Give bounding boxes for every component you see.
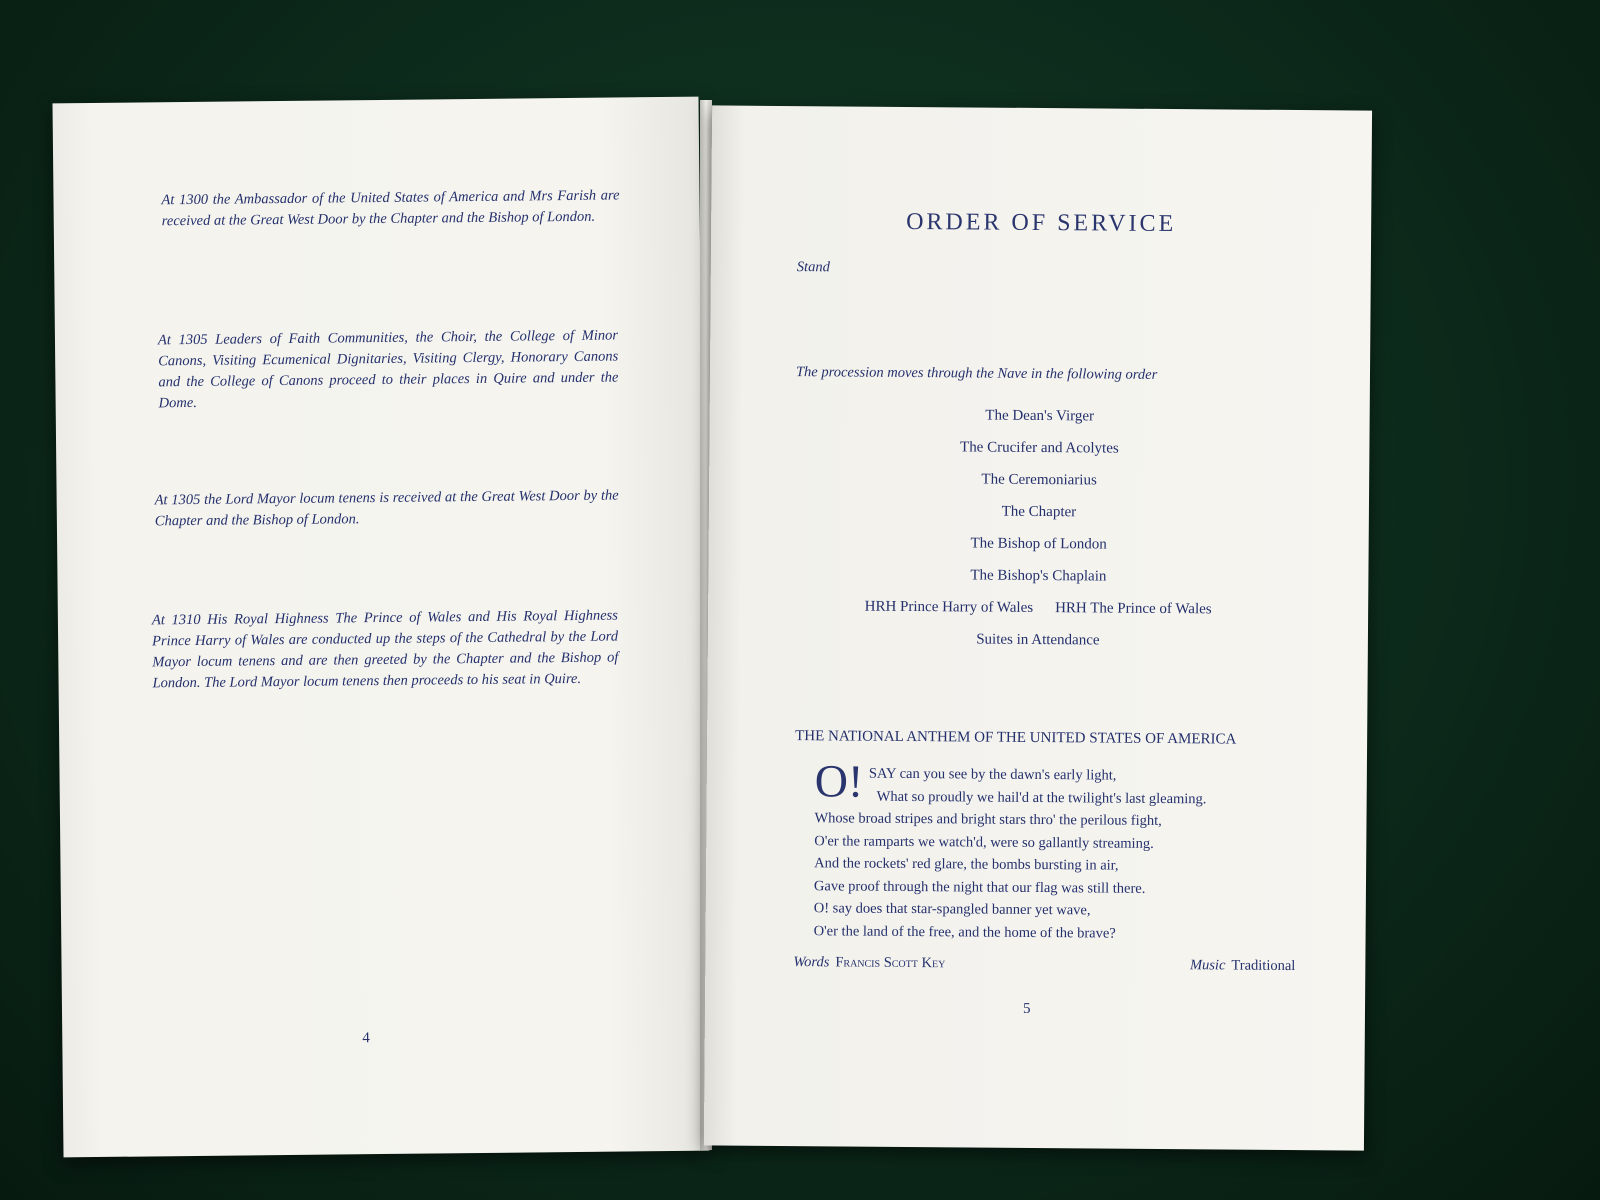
procession-item: The Bishop of London [970, 535, 1107, 553]
verse-line: Whose broad stripes and bright stars thro' the perilous fight, [814, 810, 1162, 829]
verse-line: What so proudly we hail'd at the twilight's last gleaming. [876, 788, 1207, 807]
royal-arrival-note: At 1310 His Royal Highness The Prince of Wales and His Royal Highness Prince Harry of Wales are conducted up the steps of the Cathedral by the Lord Mayor locum tenens and are then greeted by the Chapter and the Bishop of London. The Lord Mayor locum tenens then proceeds to his seat in Quire. [151, 607, 619, 692]
anthem-verse [813, 755, 1207, 945]
procession-item: Suites in Attendance [976, 631, 1100, 649]
lord-mayor-note: At 1305 the Lord Mayor locum tenens is received at the Great West Door by the Chapter and the Bishop of London. [154, 487, 619, 530]
procession-intro: The procession moves through the Nave in the following order [795, 364, 1158, 383]
page-number-right: 5 [1022, 1000, 1031, 1017]
music-source: Traditional [1231, 957, 1296, 975]
right-page [704, 105, 1372, 1150]
words-credit [793, 954, 945, 972]
stand-rubric: Stand [796, 259, 830, 276]
procession-item: The Crucifer and Acolytes [959, 439, 1119, 457]
verse-line: O'er the land of the free, and the home of the brave? [813, 922, 1116, 942]
procession-item-prince-of-wales: HRH The Prince of Wales [1055, 600, 1212, 618]
procession-item: The Dean's Virger [985, 407, 1095, 425]
words-label: Words [793, 954, 830, 971]
procession-clergy-note: At 1305 Leaders of Faith Communities, the Choir, the College of Minor Canons, Visiting Ecumenical Dignitaries, Visiting Clergy, Honorary Canons and the College of Canons proceed to their places in Quire and under the Dome. [157, 327, 619, 412]
music-label: Music [1189, 957, 1226, 974]
words-author: Francis Scott Key [835, 954, 946, 972]
verse-line: And the rockets' red glare, the bombs bursting in air, [814, 855, 1119, 874]
procession-item: The Chapter [1001, 503, 1077, 521]
verse-line: SAY can you see by the dawn's early light, [868, 765, 1117, 784]
procession-item: The Bishop's Chaplain [970, 567, 1107, 585]
anthem-credits [793, 954, 1295, 975]
verse-line: O'er the ramparts we watch'd, were so gallantly streaming. [814, 832, 1154, 852]
anthem-heading: THE NATIONAL ANTHEM OF THE UNITED STATES OF AMERICA [795, 728, 1237, 748]
verse-line: O! say does that star-spangled banner yet wave, [813, 900, 1091, 919]
procession-item-prince-harry: HRH Prince Harry of Wales [864, 598, 1034, 616]
left-page [52, 97, 709, 1158]
procession-list [768, 398, 1310, 658]
arrival-ambassador-note: At 1300 the Ambassador of the United States of America and Mrs Farish are received at the Great West Door by the Chapter and the Bishop of London. [161, 187, 620, 230]
verse-line: Gave proof through the night that our flag was still there. [813, 877, 1146, 897]
music-credit [1190, 957, 1295, 975]
procession-royal-pair [768, 590, 1308, 626]
page-number-left: 4 [362, 1030, 370, 1047]
anthem-dropcap: O! [814, 755, 864, 807]
procession-item: The Ceremoniarius [981, 471, 1097, 489]
page-title: ORDER OF SERVICE [906, 208, 1177, 238]
